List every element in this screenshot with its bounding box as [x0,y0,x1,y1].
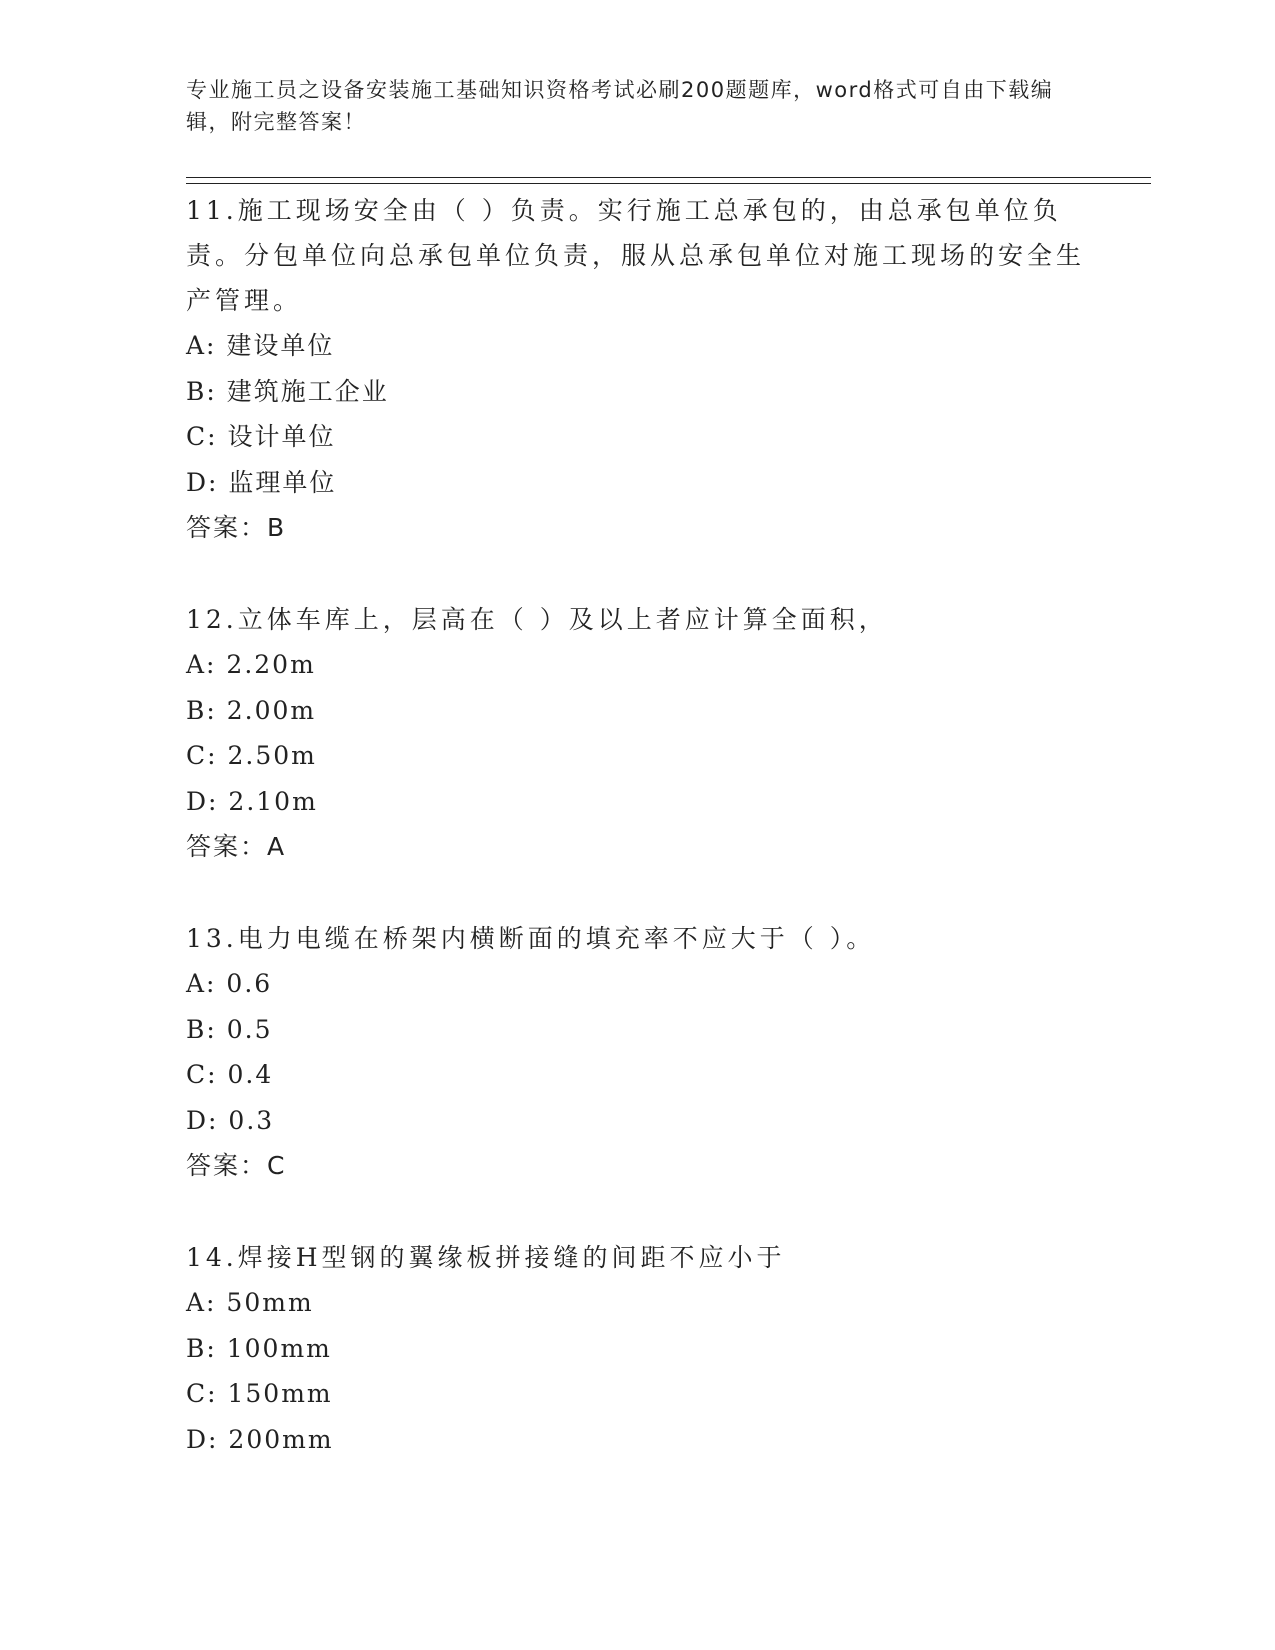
document-header: 专业施工员之设备安装施工基础知识资格考试必刷200题题库，word格式可自由下载编辑，附完整答案！ [186,78,1054,134]
option-c: C: 150mm [186,1379,333,1408]
option-d: D: 2.10m [186,786,318,816]
header-divider-top [186,177,1151,178]
option-d: D: 0.3 [186,1105,275,1135]
option-a: A: 2.20m [186,650,316,679]
question-12 [186,597,1086,869]
option-c: C: 设计单位 [186,422,336,451]
question-stem: 12.立体车库上，层高在（ ）及以上者应计算全面积， [186,605,888,634]
question-13 [186,916,1086,1188]
question-14 [186,1235,1086,1462]
question-stem: 11.施工现场安全由（ ）负责。实行施工总承包的，由总承包单位负责。分包单位向总承包单位负责，服从总承包单位对施工现场的安全生产管理。 [186,196,1086,315]
option-b: B: 2.00m [186,695,317,725]
question-stem: 14.焊接H型钢的翼缘板拼接缝的间距不应小于 [186,1243,786,1272]
answer: 答案：C [186,1151,287,1180]
answer: 答案：B [186,513,287,542]
option-b: B: 0.5 [186,1014,273,1044]
question-stem: 13.电力电缆在桥架内横断面的填充率不应大于（ ）。 [186,924,876,953]
option-b: B: 建筑施工企业 [186,376,389,406]
option-b: B: 100mm [186,1333,332,1363]
option-d: D: 200mm [186,1424,334,1454]
option-a: A: 50mm [186,1288,314,1317]
option-a: A: 建设单位 [186,331,335,360]
question-11 [186,188,1086,550]
option-c: C: 2.50m [186,741,317,770]
option-d: D: 监理单位 [186,467,337,497]
header-divider-bottom [186,183,1151,184]
answer: 答案：A [186,832,287,861]
option-c: C: 0.4 [186,1060,274,1089]
option-a: A: 0.6 [186,969,273,998]
